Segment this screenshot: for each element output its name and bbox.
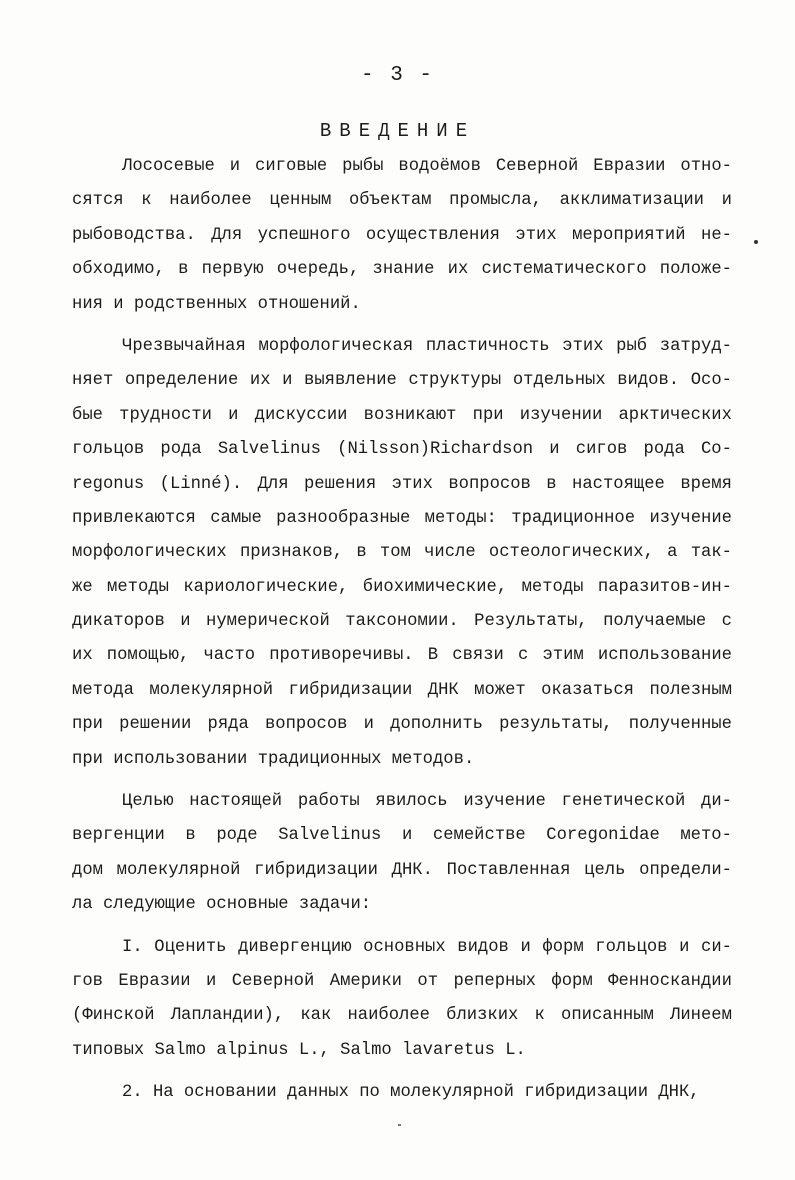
text-line [72, 605, 732, 639]
word: явилось [375, 792, 448, 812]
word: семействе [432, 826, 526, 846]
word: наиболее [347, 1006, 430, 1026]
word: I. [122, 937, 143, 957]
text-line [72, 399, 732, 433]
word: очередь, [276, 260, 360, 280]
margin-mark [754, 240, 758, 244]
word: в [546, 474, 557, 494]
word: к [141, 191, 152, 211]
word: осуществления [365, 225, 500, 245]
text-line [72, 468, 732, 502]
word: акклиматизации [559, 191, 704, 211]
word: дискуссии [254, 405, 348, 425]
word: ДНК [427, 680, 459, 700]
word: работы [297, 792, 360, 812]
word: этих [391, 474, 433, 494]
word: Co- [700, 440, 732, 460]
word: наиболее [169, 191, 252, 211]
word: Для [257, 474, 289, 494]
word: затруд- [659, 336, 732, 356]
word: определи- [639, 860, 732, 880]
word: (Финской [72, 1006, 155, 1026]
word: признаков, [239, 543, 344, 563]
word: ди- [701, 792, 732, 812]
word: ДНК. [391, 860, 433, 880]
word: Евразии [118, 971, 191, 991]
word: в [178, 260, 189, 280]
word: определение [124, 371, 239, 391]
word: промысла, [449, 191, 542, 211]
word: гибридизации [254, 860, 378, 880]
text-line: 2. На основании данных по молекулярной гибридизации ДНК, [122, 1083, 700, 1103]
word: обходимо, [72, 260, 165, 280]
word: форм [551, 971, 593, 991]
paragraph [72, 150, 732, 322]
word: Coregonidae [546, 826, 660, 846]
word: числе [424, 543, 476, 563]
word: гов [72, 971, 103, 991]
word: пластичность [425, 336, 550, 356]
word: молекулярной [149, 680, 274, 700]
word: том [379, 543, 411, 563]
word: изучение [649, 508, 732, 528]
word: может [474, 680, 526, 700]
word: знание [372, 260, 435, 280]
word: часто [203, 646, 256, 666]
word: мероприятий [572, 225, 686, 245]
word: методы: [424, 508, 497, 528]
word: реперных [453, 971, 536, 991]
word: Линеем [670, 1006, 732, 1026]
margin-mark [398, 1124, 401, 1126]
word: сигов [575, 440, 628, 460]
word: и [363, 715, 374, 735]
word: Результаты, [474, 612, 588, 632]
word: основных [363, 937, 446, 957]
word: в [356, 543, 367, 563]
word: гольцов [595, 937, 668, 957]
word: настоящее [572, 474, 665, 494]
word: этим [542, 646, 584, 666]
word: Salvelinus [278, 826, 382, 846]
word: бые [72, 405, 103, 425]
text-line [72, 571, 732, 605]
text-line [72, 965, 732, 999]
word: и [679, 937, 690, 957]
word: в [185, 826, 196, 846]
text-line [72, 999, 732, 1033]
word: их [72, 646, 93, 666]
word: традиционное [511, 508, 636, 528]
word: видов. [617, 371, 680, 391]
text-line: типовых Salmo alpinus L., Salmo lavaretus L. [72, 1040, 526, 1060]
paragraph [72, 1076, 732, 1110]
word: и [549, 440, 560, 460]
word: цель [584, 860, 626, 880]
word: сятся [72, 191, 124, 211]
word: Лососевые [122, 157, 215, 176]
word: время [680, 474, 732, 494]
word: результаты, [499, 715, 613, 735]
word: роде [216, 826, 258, 846]
word: regonus [72, 474, 145, 494]
word: (Nilsson)Richardson [337, 440, 534, 460]
word: изучение [463, 792, 546, 812]
word: привлекаются [72, 508, 196, 528]
word: и [228, 405, 239, 425]
word: Северной [495, 157, 579, 176]
word: Чрезвычайная [122, 336, 246, 356]
text-line [72, 785, 732, 819]
word: самые [210, 508, 262, 528]
word: решении [119, 715, 192, 735]
word: близких [446, 1006, 519, 1026]
text-line [72, 674, 732, 708]
word: как [300, 1006, 332, 1026]
word: рыб [616, 336, 648, 356]
word: получаемые [603, 612, 707, 632]
word: водоёмов [398, 157, 481, 176]
text-line: при использовании традиционных методов. [72, 749, 475, 769]
word: и [229, 157, 241, 176]
text-line [72, 150, 732, 184]
text-line [72, 184, 732, 218]
word: так- [690, 543, 732, 563]
word: изучении [519, 405, 603, 425]
word: Целью [122, 792, 174, 812]
word: решения [303, 474, 377, 494]
word: Лапландии), [170, 1006, 285, 1026]
word: же [72, 577, 93, 597]
word: гибридизации [288, 680, 413, 700]
word: и [180, 612, 191, 632]
word: морфологических [72, 543, 227, 563]
word: Америки [329, 971, 402, 991]
word: Осо- [690, 371, 732, 391]
document-body [72, 150, 732, 1111]
word: положе- [659, 260, 732, 280]
word: помощью, [106, 646, 190, 666]
word: Для [211, 225, 243, 245]
word: няет [72, 371, 114, 391]
word: вопросов [264, 715, 348, 735]
text-line [72, 502, 732, 536]
word: не- [701, 225, 732, 245]
word: остеологических, [488, 543, 654, 563]
word: дом [72, 860, 103, 880]
section-heading: ВВЕДЕНИЕ [319, 120, 476, 142]
word: а [667, 543, 678, 563]
word: отдельных [512, 371, 606, 391]
word: молекулярной [116, 860, 241, 880]
word: полученные [628, 715, 732, 735]
word: дикаторов [72, 612, 165, 632]
paragraph [72, 931, 732, 1069]
text-line: ния и родственных отношений. [72, 294, 361, 314]
word: метода [72, 680, 134, 700]
word: успешного [257, 225, 351, 245]
word: ряда [207, 715, 249, 735]
page-number: - 3 - [360, 64, 434, 87]
word: биохимические, [362, 577, 508, 597]
word: и [721, 191, 732, 211]
word: Оценить [154, 937, 227, 957]
word: си- [701, 937, 732, 957]
word: В [427, 646, 439, 666]
word: этих [515, 225, 557, 245]
word: форм [542, 937, 584, 957]
word: и [206, 971, 217, 991]
word: дополнить [390, 715, 483, 735]
text-line [72, 536, 732, 570]
word: трудности [119, 405, 212, 425]
word: при [72, 715, 103, 735]
word: связи [452, 646, 504, 666]
paragraph [72, 330, 732, 777]
text-line [72, 219, 732, 253]
word: рода [643, 440, 685, 460]
word: вергенции [72, 826, 165, 846]
word: и [282, 371, 293, 391]
text-line [72, 253, 732, 287]
word: с [517, 646, 529, 666]
word: их [249, 371, 271, 391]
word: вопросов [448, 474, 531, 494]
word: выявление [304, 371, 397, 391]
word: этих [562, 336, 604, 356]
word: морфологическая [258, 336, 414, 356]
text-line [72, 364, 732, 398]
word: от [417, 971, 439, 991]
text-line: ла следующие основные задачи: [72, 895, 372, 915]
word: описанным [561, 1006, 654, 1026]
text-line [72, 639, 732, 673]
word: сиговые [255, 157, 328, 176]
text-line [72, 931, 732, 965]
text-line [72, 854, 732, 888]
word: использование [597, 646, 732, 666]
word: полезным [649, 680, 732, 700]
word: и [520, 937, 531, 957]
word: при [472, 405, 504, 425]
word: противоречивы. [269, 646, 414, 666]
word: ценным [269, 191, 332, 211]
word: Северной [231, 971, 315, 991]
word: настоящей [189, 792, 283, 812]
word: таксономии. [345, 612, 459, 632]
word: отно- [680, 157, 732, 176]
word: рыбоводства. [72, 225, 196, 245]
word: Поставленная [446, 860, 571, 880]
word: рода [160, 440, 202, 460]
word: возникают [363, 405, 457, 425]
word: разнообразные [276, 508, 411, 528]
word: методы [107, 577, 169, 597]
word: паразитов-ин- [597, 577, 732, 597]
word: структуры [408, 371, 502, 391]
paragraph [72, 785, 732, 923]
word: кариологические, [183, 577, 349, 597]
word: Salvelinus [217, 440, 321, 460]
word: видов [457, 937, 509, 957]
word: оказаться [541, 680, 634, 700]
word: методы [521, 577, 584, 597]
word: арктических [618, 405, 732, 425]
word: нумерической [206, 612, 330, 632]
word: Фенноскандии [608, 971, 732, 991]
word: к [534, 1006, 545, 1026]
word: мето- [680, 826, 732, 846]
text-line [72, 330, 732, 364]
word: рыбы [342, 157, 384, 176]
word: (Linné). [159, 474, 243, 494]
word: первую [201, 260, 264, 280]
word: систематического [481, 260, 647, 280]
word: Евразии [593, 157, 666, 176]
text-line [72, 708, 732, 742]
text-line [72, 433, 732, 467]
word: генетической [561, 792, 686, 812]
word: гольцов [72, 440, 145, 460]
word: их [447, 260, 469, 280]
word: и [401, 826, 413, 846]
word: объектам [348, 191, 432, 211]
word: дивергенцию [238, 937, 352, 957]
word: с [721, 612, 732, 632]
text-line [72, 819, 732, 853]
